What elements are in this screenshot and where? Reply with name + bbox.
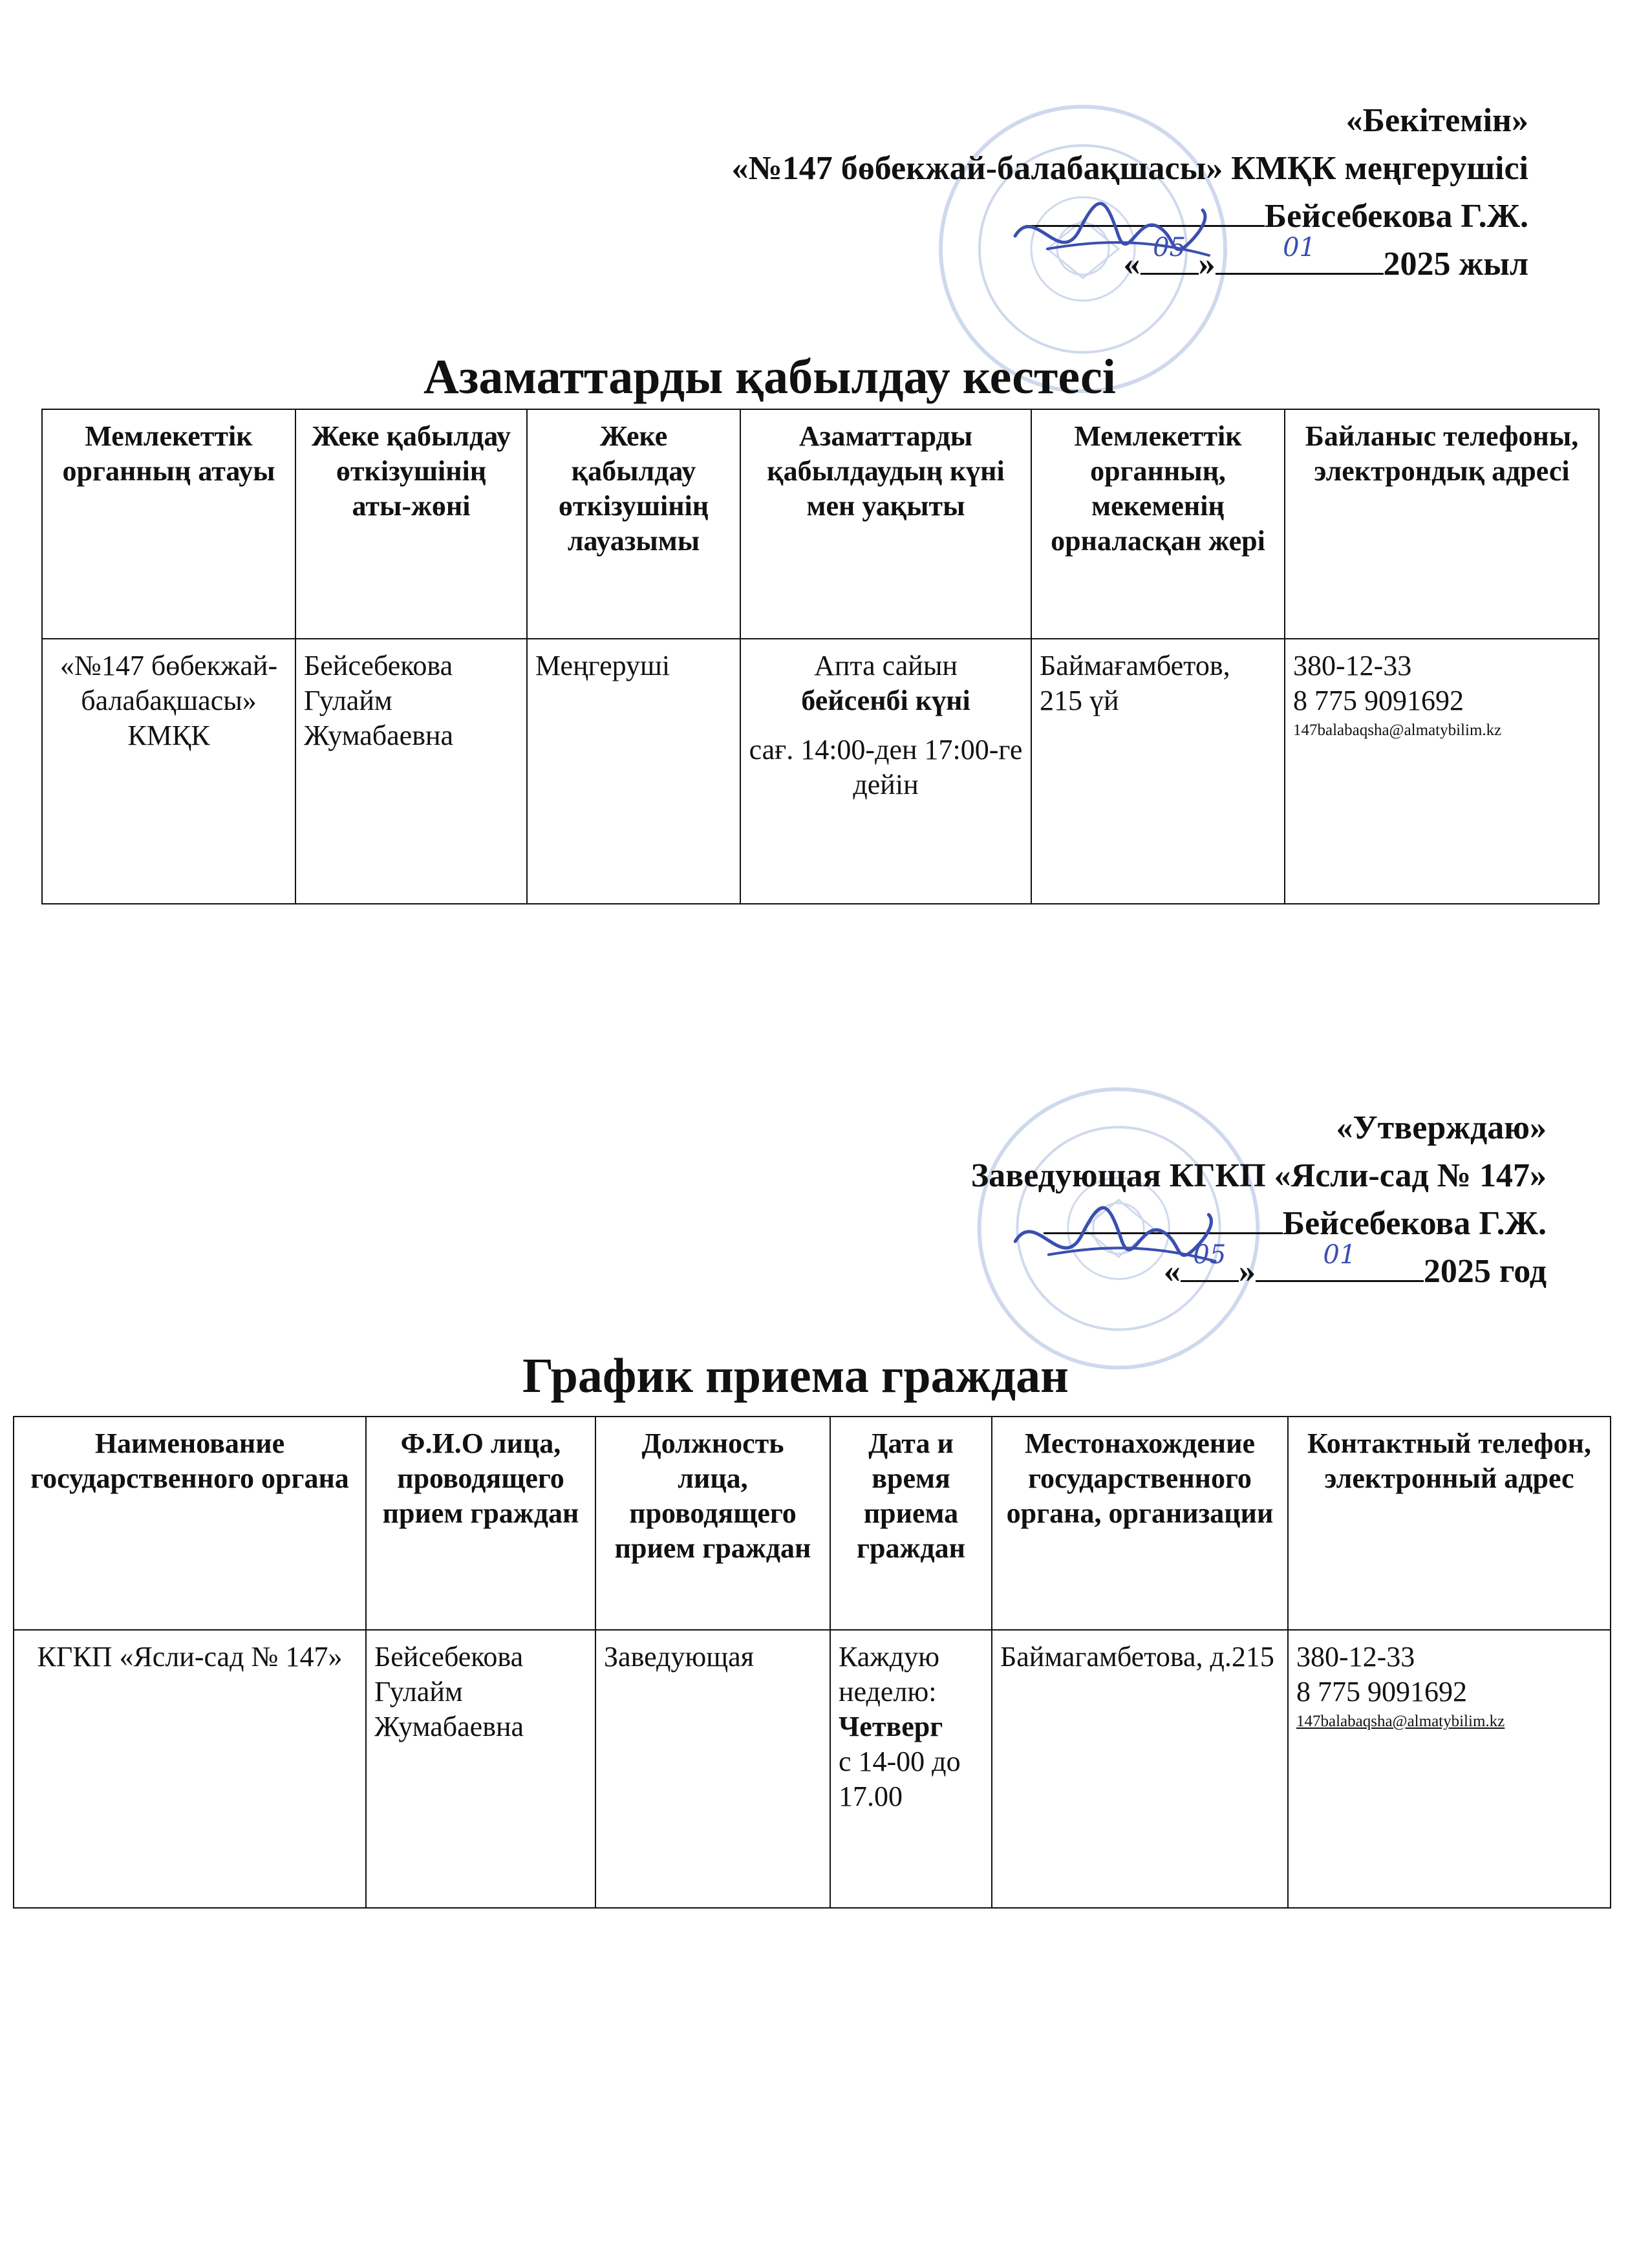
- table-header-row: [42, 409, 1599, 639]
- header-cell: Азаматтарды қабылдаудың күні мен уақыты: [740, 409, 1031, 639]
- org-cell: КГКП «Ясли-сад № 147»: [14, 1630, 366, 1908]
- contact-cell: [1288, 1630, 1611, 1908]
- reception-day: Четверг: [839, 1711, 943, 1742]
- schedule-table-kz: [41, 409, 1600, 904]
- approval-heading: «Бекітемін»: [1345, 102, 1528, 139]
- phone-landline: 380-12-33: [1296, 1641, 1415, 1673]
- page-title-ru: График приема граждан: [522, 1349, 1069, 1403]
- address-cell: Баймагамбетова, д.215: [992, 1630, 1288, 1908]
- phone-landline: 380-12-33: [1293, 650, 1412, 681]
- phone-mobile: 8 775 9091692: [1293, 685, 1464, 716]
- phone-mobile: 8 775 9091692: [1296, 1676, 1467, 1707]
- table-header-row: [14, 1417, 1611, 1630]
- table-row: [42, 639, 1599, 904]
- handwritten-month: 01: [1283, 233, 1316, 262]
- approval-date-line: « 05 » 01 2025 жыл: [731, 241, 1528, 288]
- contact-cell: [1285, 639, 1599, 904]
- approval-block-kz: [731, 97, 1528, 288]
- signature-blank: [1025, 194, 1265, 227]
- header-cell: Контактный телефон, электронный адрес: [1288, 1417, 1611, 1630]
- approval-signature-line: [971, 1200, 1547, 1248]
- header-cell: Дата и время приема граждан: [830, 1417, 992, 1630]
- header-cell: Байланыс телефоны, электрондық адресі: [1285, 409, 1599, 639]
- position-cell: Меңгеруші: [527, 639, 740, 904]
- header-cell: Мемлекеттік органның атауы: [42, 409, 295, 639]
- header-cell: Жеке қабылдау өткізушінің лауазымы: [527, 409, 740, 639]
- email-address: 147balabaqsha@almatybilim.kz: [1293, 722, 1502, 739]
- table-row: [14, 1630, 1611, 1908]
- reception-time: с 14-00 до 17.00: [839, 1746, 961, 1812]
- header-cell: Должность лица, проводящего прием граждан: [595, 1417, 830, 1630]
- date-cell: Апта сайын бейсенбі күні сағ. 14:00-ден 17:00-ге дейін: [740, 639, 1031, 904]
- handwritten-day: 05: [1153, 233, 1186, 262]
- approval-date-line: « 05 » 01 2025 год: [971, 1248, 1547, 1296]
- header-cell: Наименование государственного органа: [14, 1417, 366, 1630]
- header-cell: Местонахождение государственного органа, организации: [992, 1417, 1288, 1630]
- date-cell: Каждую неделю: Четверг с 14-00 до 17.00: [830, 1630, 992, 1908]
- org-cell: «№147 бөбекжай-балабақшасы» КМҚК: [42, 639, 295, 904]
- header-cell: Мемлекеттік органның, мекеменің орналасқан жері: [1031, 409, 1285, 639]
- email-address: 147balabaqsha@almatybilim.kz: [1296, 1713, 1505, 1730]
- approval-year: 2025 год: [1423, 1253, 1547, 1290]
- handwritten-day: 05: [1193, 1240, 1227, 1270]
- director-name: Бейсебекова Г.Ж.: [1264, 198, 1528, 235]
- approval-block-ru: [971, 1104, 1547, 1296]
- position-cell: Заведующая: [595, 1630, 830, 1908]
- signature-blank: [1044, 1201, 1283, 1234]
- approval-heading: «Утверждаю»: [1336, 1109, 1547, 1146]
- handwritten-month: 01: [1323, 1240, 1356, 1270]
- header-cell: Жеке қабылдау өткізушінің аты-жөні: [295, 409, 527, 639]
- approval-organization: Заведующая КГКП «Ясли-сад № 147»: [970, 1157, 1547, 1194]
- schedule-table-ru: [13, 1416, 1611, 1909]
- approval-signature-line: [731, 193, 1528, 241]
- address-cell: Баймағамбетов, 215 үй: [1031, 639, 1285, 904]
- approval-organization: «№147 бөбекжай-балабақшасы» КМҚК меңгерушісі: [731, 150, 1528, 187]
- reception-time: сағ. 14:00-ден 17:00-ге дейін: [749, 734, 1023, 800]
- name-cell: Бейсебекова Гулайм Жумабаевна: [295, 639, 527, 904]
- header-cell: Ф.И.О лица, проводящего прием граждан: [366, 1417, 595, 1630]
- name-cell: Бейсебекова Гулайм Жумабаевна: [366, 1630, 595, 1908]
- director-name: Бейсебекова Г.Ж.: [1282, 1205, 1547, 1242]
- page-title-kz: Азаматтарды қабылдау кестесі: [423, 350, 1116, 404]
- approval-year: 2025 жыл: [1383, 246, 1528, 283]
- reception-day: бейсенбі күні: [801, 685, 970, 716]
